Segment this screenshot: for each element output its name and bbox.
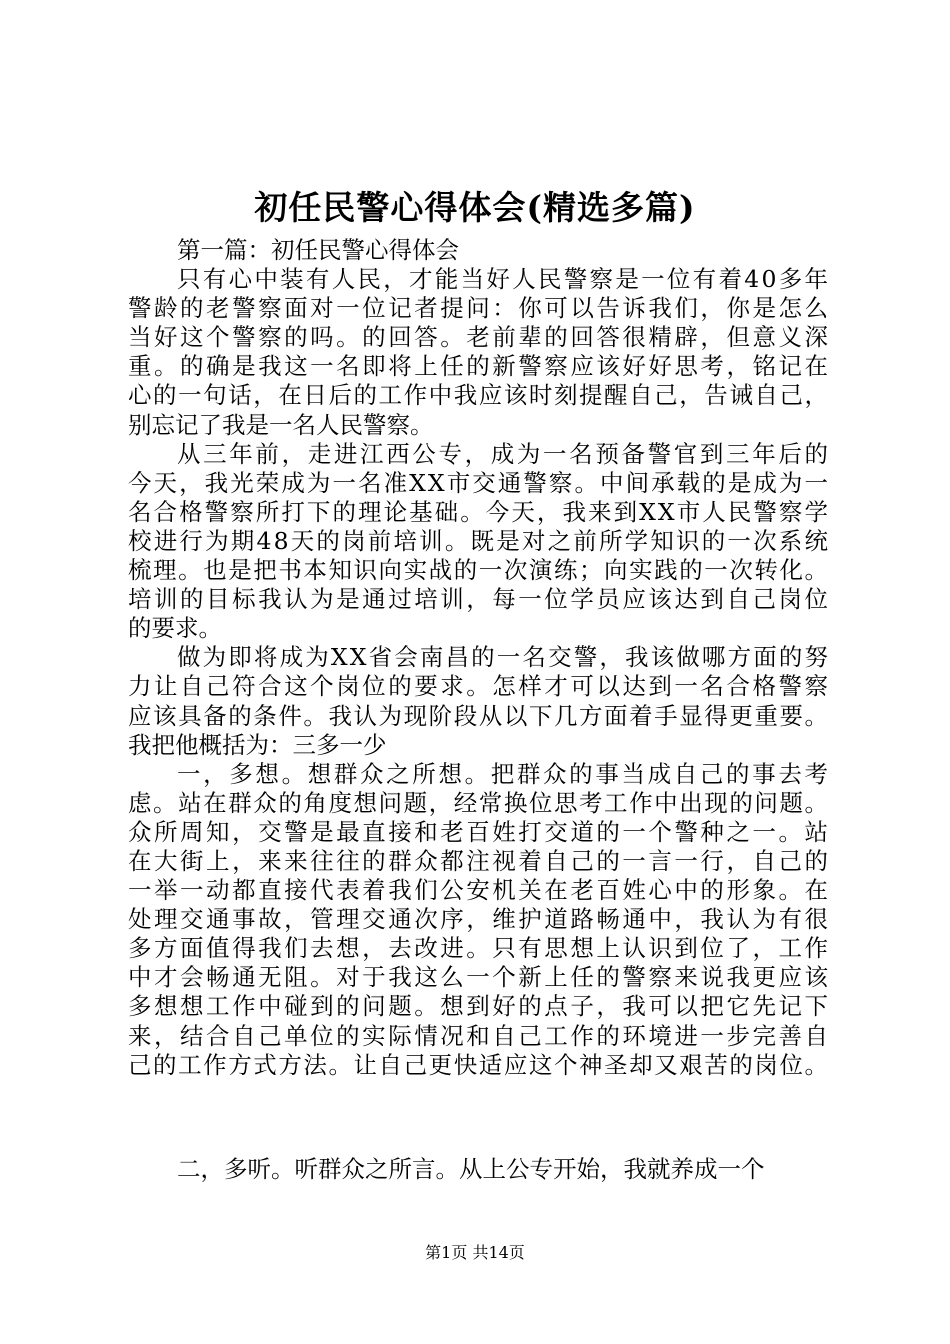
line-text: 心的一句话，在日后的工作中我应该时刻提醒自己，告诫自己，	[128, 381, 830, 410]
line-text: 的要求。	[128, 614, 222, 643]
document-body	[128, 236, 831, 1080]
line-text: 名合格警察所打下的理论基础。今天，我来到XX市人民警察学	[128, 497, 831, 526]
paragraph-line	[128, 759, 831, 789]
paragraph-line	[128, 236, 828, 265]
line-text: 中才会畅通无阻。对于我这么一个新上任的警察来说我更应该	[128, 963, 831, 992]
paragraph-line	[128, 614, 828, 643]
paragraph-line	[128, 817, 831, 847]
line-text: 别忘记了我是一名人民警察。	[128, 410, 434, 439]
paragraph-line	[128, 294, 831, 323]
line-text: 多想想工作中碰到的问题。想到好的点子，我可以把它先记下	[128, 992, 831, 1021]
line-text: 从三年前，走进江西公专，成为一名预备警官到三年后的	[177, 439, 831, 468]
line-text: 第一篇：初任民警心得体会	[177, 236, 459, 264]
line-text: 培训的目标我认为是通过培训，每一位学员应该达到自己岗位	[128, 585, 831, 614]
paragraph-line	[128, 468, 831, 498]
paragraph-line	[128, 731, 828, 760]
paragraph-line	[128, 702, 828, 731]
line-text: 处理交通事故，管理交通次序，维护道路畅通中，我认为有很	[128, 905, 831, 934]
document-title: 初任民警心得体会(精选多篇)	[254, 188, 696, 227]
paragraph-line	[128, 497, 831, 527]
paragraph-line	[128, 846, 831, 876]
line-text: 力让自己符合这个岗位的要求。怎样才可以达到一名合格警察	[128, 672, 831, 701]
line-text: 虑。站在群众的角度想问题，经常换位思考工作中出现的问题。	[128, 788, 830, 817]
line-text: 当好这个警察的吗。的回答。老前辈的回答很精辟，但意义深	[128, 323, 831, 352]
paragraph-line	[128, 439, 831, 469]
paragraph-line	[128, 905, 831, 934]
paragraph-line	[128, 411, 828, 440]
paragraph-line	[128, 643, 831, 672]
paragraph-line	[128, 1021, 831, 1051]
paragraph-line	[128, 672, 831, 701]
paragraph-line	[128, 963, 831, 992]
line-text: 今天，我光荣成为一名准XX市交通警察。中间承载的是成为一	[128, 468, 831, 497]
paragraph-line	[128, 876, 831, 905]
line-text: 在大街上，来来往往的群众都注视着自己的一言一行，自己的	[128, 846, 831, 875]
line-text: 来，结合自己单位的实际情况和自己工作的环境进一步完善自	[128, 1021, 831, 1050]
paragraph-line	[128, 265, 831, 294]
paragraph-line: 二，多听。听群众之所言。从上公专开始，我就养成一个	[177, 1155, 765, 1183]
paragraph-line	[128, 526, 831, 556]
paragraph-line	[128, 352, 831, 381]
paragraph-line	[128, 992, 831, 1021]
paragraph-line	[128, 381, 828, 410]
paragraph-line	[128, 585, 831, 614]
paragraph-line	[128, 323, 831, 352]
line-text: 做为即将成为XX省会南昌的一名交警，我该做哪方面的努	[177, 643, 831, 672]
line-text: 我把他概括为：三多一少	[128, 730, 387, 759]
line-text: 只有心中装有人民，才能当好人民警察是一位有着40多年	[177, 265, 831, 294]
line-text: 己的工作方式方法。让自己更快适应这个神圣却又艰苦的岗位。	[128, 1050, 830, 1079]
page-number: 第1页 共14页	[425, 1243, 525, 1262]
line-text: 应该具备的条件。我认为现阶段从以下几方面着手显得更重要。	[128, 701, 830, 730]
paragraph-line	[128, 556, 828, 585]
line-text: 警龄的老警察面对一位记者提问：你可以告诉我们，你是怎么	[128, 294, 831, 323]
line-text: 多方面值得我们去想，去改进。只有思想上认识到位了，工作	[128, 934, 831, 963]
line-text: 重。的确是我这一名即将上任的新警察应该好好思考，铭记在	[128, 352, 831, 381]
line-text: 校进行为期48天的岗前培训。既是对之前所学知识的一次系统	[128, 526, 831, 555]
line-text: 梳理。也是把书本知识向实战的一次演练；向实践的一次转化。	[128, 556, 830, 585]
line-text: 众所周知，交警是最直接和老百姓打交道的一个警种之一。站	[128, 817, 831, 846]
line-text: 一，多想。想群众之所想。把群众的事当成自己的事去考	[177, 759, 831, 788]
line-text: 一举一动都直接代表着我们公安机关在老百姓心中的形象。在	[128, 876, 831, 905]
paragraph-line	[128, 789, 828, 818]
paragraph-line	[128, 934, 831, 963]
paragraph-line	[128, 1051, 828, 1080]
